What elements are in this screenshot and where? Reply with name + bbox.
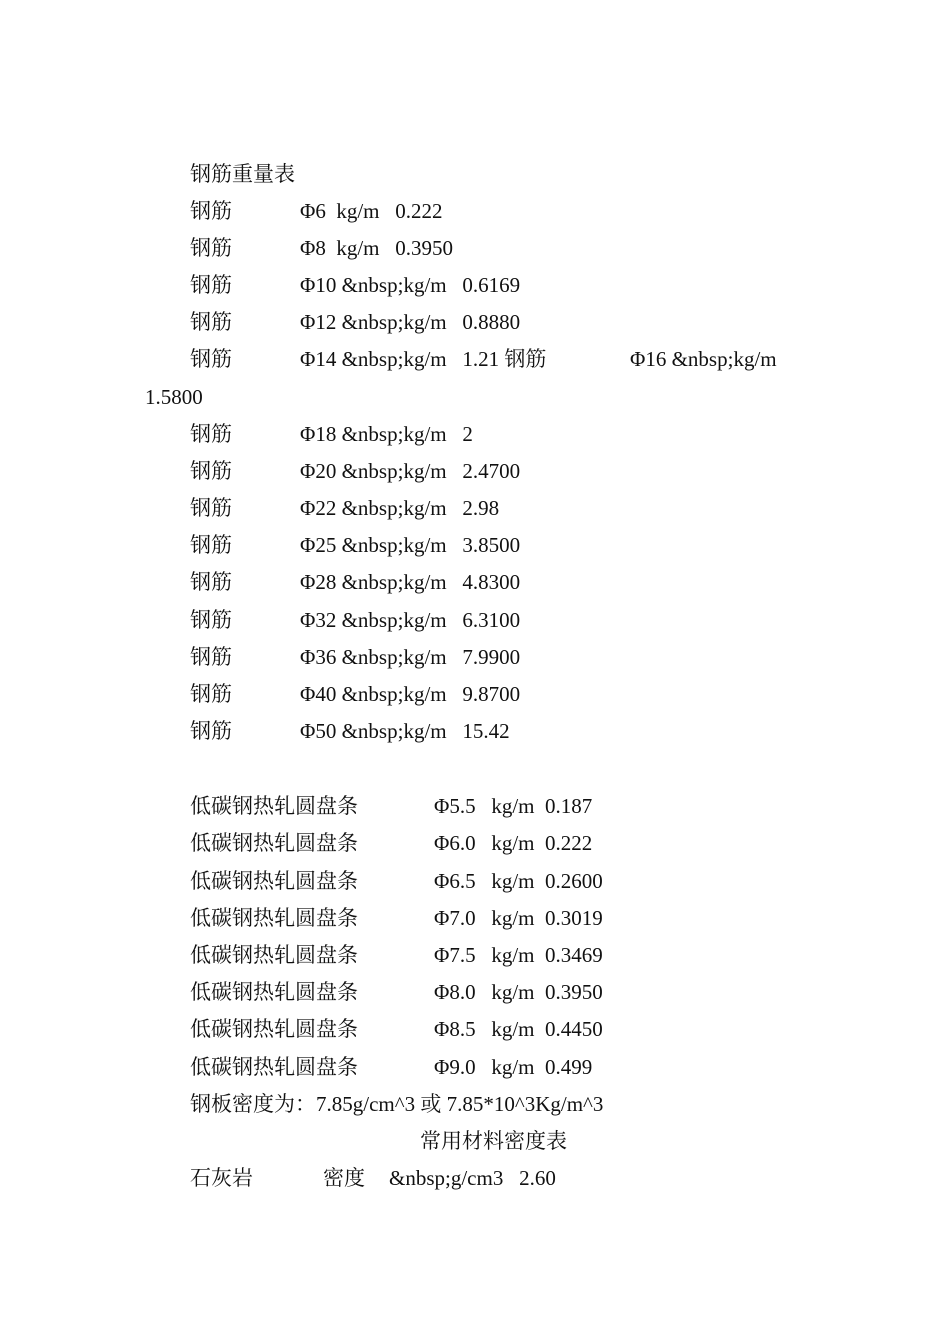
rebar-name: 钢筋	[190, 682, 232, 706]
rebar-name: 钢筋	[190, 645, 232, 669]
document-title: 钢筋重量表	[190, 162, 295, 186]
wire-row	[190, 792, 593, 820]
material-name: 石灰岩	[190, 1166, 253, 1190]
rebar-spec: Φ25 &nbsp;kg/m 3.8500	[300, 533, 521, 557]
rebar-spec: Φ40 &nbsp;kg/m 9.8700	[300, 682, 521, 706]
rebar-spec: Φ6 kg/m 0.222	[300, 199, 443, 223]
rebar-spec: Φ14 &nbsp;kg/m 1.21 钢筋	[300, 347, 547, 371]
rebar-row	[190, 717, 510, 745]
rebar-spec: Φ50 &nbsp;kg/m 15.42	[300, 719, 510, 743]
wire-row	[190, 1015, 603, 1043]
wire-name: 低碳钢热轧圆盘条	[190, 869, 358, 893]
density-table-title: 常用材料密度表	[420, 1129, 567, 1153]
rebar-spec: Φ22 &nbsp;kg/m 2.98	[300, 496, 500, 520]
rebar-row	[190, 308, 521, 336]
wire-row	[190, 867, 603, 895]
density-value: &nbsp;g/cm3 2.60	[389, 1166, 556, 1190]
rebar-row	[190, 531, 521, 559]
rebar-row	[190, 197, 443, 225]
wire-spec: Φ8.0 kg/m 0.3950	[434, 980, 603, 1004]
rebar-name: 钢筋	[190, 719, 232, 743]
density-row	[190, 1164, 556, 1192]
rebar-spec: Φ12 &nbsp;kg/m 0.8880	[300, 310, 521, 334]
wire-name: 低碳钢热轧圆盘条	[190, 980, 358, 1004]
wire-row	[190, 978, 603, 1006]
wire-name: 低碳钢热轧圆盘条	[190, 794, 358, 818]
wire-spec: Φ5.5 kg/m 0.187	[434, 794, 593, 818]
wire-row	[190, 904, 603, 932]
wire-row	[190, 1053, 593, 1081]
rebar-row	[190, 568, 521, 596]
rebar-spec: Φ32 &nbsp;kg/m 6.3100	[300, 608, 521, 632]
rebar-name: 钢筋	[190, 273, 232, 297]
rebar-name: 钢筋	[190, 459, 232, 483]
rebar-spec: Φ28 &nbsp;kg/m 4.8300	[300, 570, 521, 594]
wire-name: 低碳钢热轧圆盘条	[190, 943, 358, 967]
rebar-name: 钢筋	[190, 496, 232, 520]
wire-name: 低碳钢热轧圆盘条	[190, 1055, 358, 1079]
wire-spec: Φ6.0 kg/m 0.222	[434, 831, 593, 855]
rebar-row	[190, 494, 500, 522]
rebar-row	[190, 643, 521, 671]
wire-row	[190, 829, 593, 857]
rebar-row	[190, 420, 473, 448]
rebar-row	[190, 345, 777, 373]
rebar-row	[190, 457, 521, 485]
rebar-name: 钢筋	[190, 422, 232, 446]
rebar-spec: Φ8 kg/m 0.3950	[300, 236, 454, 260]
wire-spec: Φ7.0 kg/m 0.3019	[434, 906, 603, 930]
wire-name: 低碳钢热轧圆盘条	[190, 1017, 358, 1041]
rebar-name: 钢筋	[190, 310, 232, 334]
rebar-row	[190, 271, 521, 299]
density-label: 密度	[323, 1166, 365, 1190]
rebar-spec: Φ20 &nbsp;kg/m 2.4700	[300, 459, 521, 483]
rebar-name: 钢筋	[190, 608, 232, 632]
rebar-spec-extra: Φ16 &nbsp;kg/m	[630, 347, 777, 371]
rebar-spec: Φ10 &nbsp;kg/m 0.6169	[300, 273, 521, 297]
wire-row	[190, 941, 603, 969]
rebar-name: 钢筋	[190, 570, 232, 594]
rebar-name: 钢筋	[190, 533, 232, 557]
rebar-spec: Φ18 &nbsp;kg/m 2	[300, 422, 473, 446]
rebar-name: 钢筋	[190, 199, 232, 223]
rebar-name: 钢筋	[190, 347, 232, 371]
rebar-row	[190, 680, 521, 708]
steel-plate-density: 钢板密度为：7.85g/cm^3 或 7.85*10^3Kg/m^3	[190, 1092, 604, 1116]
wire-spec: Φ8.5 kg/m 0.4450	[434, 1017, 603, 1041]
rebar-row	[190, 606, 521, 634]
wire-spec: Φ9.0 kg/m 0.499	[434, 1055, 593, 1079]
rebar-name: 钢筋	[190, 236, 232, 260]
rebar-row-wrap: 1.5800	[145, 385, 203, 409]
rebar-row	[190, 234, 454, 262]
wire-name: 低碳钢热轧圆盘条	[190, 831, 358, 855]
wire-name: 低碳钢热轧圆盘条	[190, 906, 358, 930]
wire-spec: Φ7.5 kg/m 0.3469	[434, 943, 603, 967]
wire-spec: Φ6.5 kg/m 0.2600	[434, 869, 603, 893]
rebar-spec: Φ36 &nbsp;kg/m 7.9900	[300, 645, 521, 669]
